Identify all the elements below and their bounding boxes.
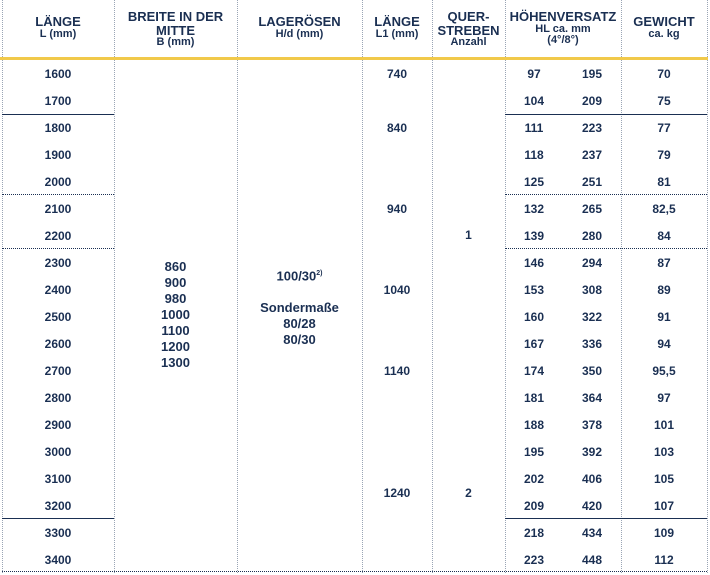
table-border-right	[707, 0, 708, 573]
cell-laenge: 1600	[44, 67, 72, 81]
cell-hoehenversatz-4: 132	[523, 202, 545, 216]
cell-gewicht: 75	[657, 94, 671, 108]
cell-hoehenversatz-4: 104	[523, 94, 545, 108]
querstreben-value: 1	[465, 228, 472, 242]
cell-gewicht: 70	[657, 67, 671, 81]
row-separator	[2, 248, 114, 249]
breite-value: 1200	[161, 339, 190, 354]
cell-hoehenversatz-8: 336	[581, 337, 603, 351]
l1-value: 1240	[383, 486, 411, 500]
cell-hoehenversatz-8: 392	[581, 445, 603, 459]
cell-hoehenversatz-8: 322	[581, 310, 603, 324]
breite-value: 860	[164, 259, 187, 274]
cell-hoehenversatz-8: 406	[581, 472, 603, 486]
row-separator	[2, 518, 114, 519]
cell-hoehenversatz-4: 188	[523, 418, 545, 432]
cell-hoehenversatz-8: 448	[581, 553, 603, 567]
l1-value: 1040	[383, 283, 411, 297]
cell-laenge: 2000	[44, 175, 72, 189]
cell-hoehenversatz-4: 125	[523, 175, 545, 189]
cell-hoehenversatz-4: 160	[523, 310, 545, 324]
cell-hoehenversatz-8: 420	[581, 499, 603, 513]
cell-laenge: 2700	[44, 364, 72, 378]
cell-gewicht: 103	[653, 445, 675, 459]
cell-hoehenversatz-8: 294	[581, 256, 603, 270]
breite-values	[114, 259, 237, 371]
row-separator	[505, 194, 707, 195]
l1-value: 740	[386, 67, 408, 81]
l1-value: 940	[386, 202, 408, 216]
breite-value: 980	[164, 291, 187, 306]
cell-laenge: 2200	[44, 229, 72, 243]
cell-hoehenversatz-4: 146	[523, 256, 545, 270]
cell-hoehenversatz-4: 118	[524, 148, 544, 162]
l1-value: 840	[386, 121, 408, 135]
breite-value: 1000	[161, 307, 190, 322]
cell-hoehenversatz-8: 209	[581, 94, 603, 108]
cell-hoehenversatz-8: 223	[581, 121, 603, 135]
cell-laenge: 3400	[44, 553, 72, 567]
row-separator	[2, 194, 114, 195]
cell-gewicht: 89	[657, 283, 671, 297]
cell-gewicht: 82,5	[652, 202, 676, 216]
cell-hoehenversatz-4: 153	[523, 283, 545, 297]
cell-gewicht: 97	[657, 391, 671, 405]
cell-hoehenversatz-4: 139	[523, 229, 545, 243]
cell-hoehenversatz-8: 280	[581, 229, 603, 243]
row-separator	[2, 114, 114, 115]
row-separator	[505, 114, 707, 115]
breite-value: 900	[164, 275, 187, 290]
cell-hoehenversatz-8: 364	[581, 391, 603, 405]
table-border-bottom	[2, 571, 707, 572]
header-querstreben: QUER- STREBEN Anzahl	[437, 9, 500, 49]
cell-gewicht: 84	[657, 229, 671, 243]
cell-hoehenversatz-8: 378	[581, 418, 603, 432]
cell-gewicht: 107	[653, 499, 675, 513]
header-breite: BREITE IN DER MITTE B (mm)	[127, 9, 224, 49]
cell-gewicht: 91	[657, 310, 671, 324]
cell-gewicht: 95,5	[652, 364, 676, 378]
cell-hoehenversatz-4: 181	[523, 391, 545, 405]
cell-laenge: 1800	[44, 121, 72, 135]
breite-value: 1100	[161, 323, 190, 338]
footnote-marker: 2)	[316, 270, 323, 277]
cell-hoehenversatz-4: 218	[523, 526, 545, 540]
cell-laenge: 3300	[44, 526, 72, 540]
cell-gewicht: 79	[657, 148, 671, 162]
cell-hoehenversatz-4: 209	[523, 499, 545, 513]
cell-hoehenversatz-4: 97	[527, 67, 541, 81]
cell-laenge: 2400	[44, 283, 72, 297]
cell-hoehenversatz-8: 237	[581, 148, 603, 162]
cell-laenge: 1700	[44, 94, 72, 108]
cell-gewicht: 77	[657, 121, 671, 135]
cell-laenge: 2800	[44, 391, 72, 405]
cell-gewicht: 112	[654, 553, 674, 567]
row-separator	[505, 518, 707, 519]
l1-value: 1140	[383, 364, 411, 378]
cell-hoehenversatz-8: 308	[581, 283, 603, 297]
cell-gewicht: 81	[657, 175, 671, 189]
cell-laenge: 2600	[44, 337, 72, 351]
breite-value: 1300	[161, 355, 190, 370]
header-lageroesen: LAGERÖSEN H/d (mm)	[258, 14, 341, 40]
cell-hoehenversatz-8: 251	[581, 175, 603, 189]
cell-gewicht: 87	[657, 256, 671, 270]
lageroesen-option: 80/28	[283, 316, 316, 332]
cell-laenge: 2900	[44, 418, 72, 432]
header-hoehenversatz: HÖHENVERSATZ HL ca. mm (4°/8°)	[509, 9, 617, 47]
header-underline	[0, 57, 708, 60]
cell-hoehenversatz-4: 195	[523, 445, 545, 459]
querstreben-value: 2	[465, 486, 472, 500]
cell-gewicht: 101	[653, 418, 675, 432]
cell-laenge: 2500	[44, 310, 72, 324]
lageroesen-label: Sondermaße	[260, 300, 339, 316]
lageroesen-main: 100/30$^{2)}$	[276, 268, 323, 284]
cell-hoehenversatz-8: 434	[581, 526, 603, 540]
row-separator	[505, 248, 707, 249]
cell-hoehenversatz-8: 265	[581, 202, 603, 216]
header-laenge-l1: LÄNGE L1 (mm)	[374, 14, 420, 40]
cell-laenge: 1900	[44, 148, 72, 162]
cell-hoehenversatz-4: 223	[523, 553, 545, 567]
cell-gewicht: 94	[657, 337, 671, 351]
cell-laenge: 3000	[44, 445, 72, 459]
cell-laenge: 2100	[44, 202, 72, 216]
cell-hoehenversatz-4: 167	[523, 337, 545, 351]
cell-laenge: 3100	[44, 472, 72, 486]
cell-hoehenversatz-4: 202	[523, 472, 545, 486]
lageroesen-option: 80/30	[283, 332, 316, 348]
cell-hoehenversatz-8: 350	[581, 364, 603, 378]
cell-hoehenversatz-8: 195	[581, 67, 603, 81]
cell-gewicht: 109	[653, 526, 675, 540]
cell-gewicht: 105	[653, 472, 675, 486]
cell-laenge: 3200	[44, 499, 72, 513]
cell-hoehenversatz-4: 174	[523, 364, 545, 378]
header-laenge: LÄNGE L (mm)	[35, 14, 81, 40]
cell-laenge: 2300	[44, 256, 72, 270]
cell-hoehenversatz-4: 111	[524, 121, 544, 135]
header-gewicht: GEWICHT ca. kg	[633, 14, 695, 40]
lageroesen-values	[237, 266, 362, 348]
